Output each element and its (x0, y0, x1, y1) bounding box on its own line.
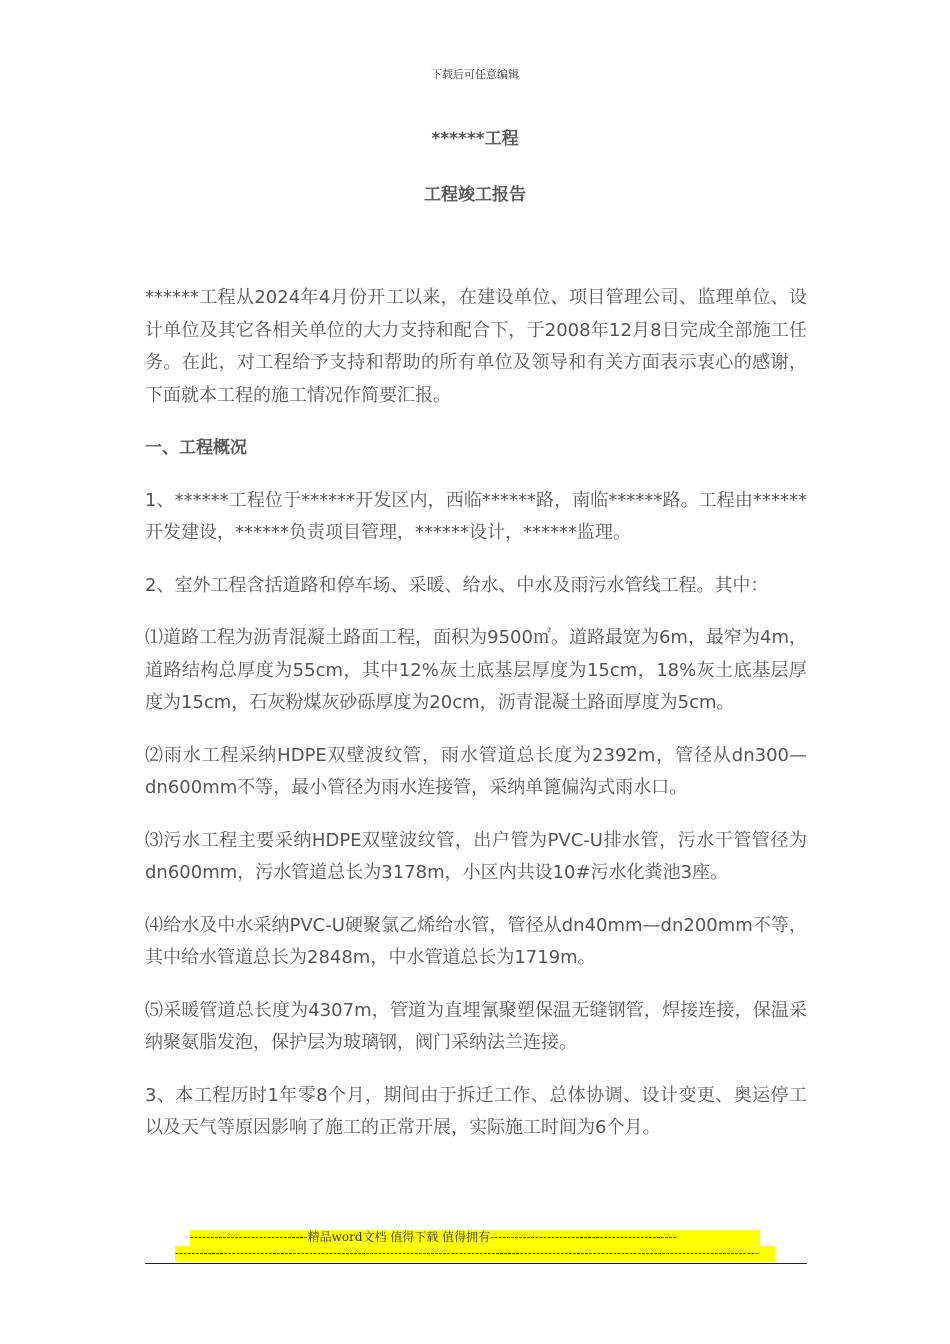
footer-banner-dashes: ------------------------------------------------------------------------------------------------------------------------------------------------ (175, 1246, 775, 1261)
section-heading-overview: 一、工程概况 (145, 438, 247, 458)
paragraph-sub-5: ⑸采暖管道总长度为4307m，管道为直埋氰聚塑保温无缝钢管，焊接连接，保温采纳聚氨脂发泡，保护层为玻璃钢，阀门采纳法兰连接。 (145, 999, 807, 1053)
paragraph-item-3: 3、本工程历时1年零8个月，期间由于拆迁工作、总体协调、设计变更、奥运停工以及天气等原因影响了施工的正常开展，实际施工时间为6个月。 (145, 1084, 807, 1138)
paragraph-sub-4: ⑷给水及中水采纳PVC-U硬聚氯乙烯给水管，管径从dn40mm—dn200mm不等，其中给水管道总长为2848m，中水管道总长为1719m。 (145, 914, 807, 968)
paragraph-sub-1: ⑴道路工程为沥青混凝土路面工程，面积为9500㎡。道路最宽为6m，最窄为4m，道路结构总厚度为55cm，其中12%灰土底基层厚度为15cm，18%灰土底基层厚度为15cm，石灰粉煤灰砂砾厚度为20cm，沥青混凝土路面厚度为5cm。 (145, 627, 807, 713)
paragraph-sub-2: ⑵雨水工程采纳HDPE双壁波纹管，雨水管道总长度为2392m，管径从dn300—dn600mm不等，最小管径为雨水连接管，采纳单篦偏沟式雨水口。 (145, 744, 807, 798)
paragraph-item-1: 1、******工程位于******开发区内，西临******路，南临******路。工程由******开发建设，******负责项目管理，******设计，******监理。 (145, 489, 807, 543)
document-subtitle: 工程竣工报告 (424, 185, 526, 205)
paragraph-sub-3: ⑶污水工程主要采纳HDPE双壁波纹管，出户管为PVC-U排水管，污水干管管径为dn600mm，污水管道总长为3178m，小区内共设10#污水化粪池3座。 (145, 829, 807, 883)
intro-paragraph: ******工程从2024年4月份开工以来，在建设单位、项目管理公司、监理单位、设计单位及其它各相关单位的大力支持和配合下，于2008年12月8日完成全部施工任务。在此，对工程给予支持和帮助的所有单位及领导和有关方面表示衷心的感谢，下面就本工程的施工情况作简要汇报。 (145, 287, 807, 406)
paragraph-item-2: 2、室外工程含括道路和停车场、采暖、给水、中水及雨污水管线工程。其中： (145, 574, 769, 596)
footer-banner-text: -----------------------------精品word文档 值得下载 值得拥有---------------------------------------------- (190, 1230, 760, 1245)
document-title: ******工程 (431, 129, 519, 149)
header-note: 下载后可任意编辑 (431, 68, 519, 81)
document-body (145, 282, 807, 1165)
footer-divider (145, 1263, 807, 1264)
